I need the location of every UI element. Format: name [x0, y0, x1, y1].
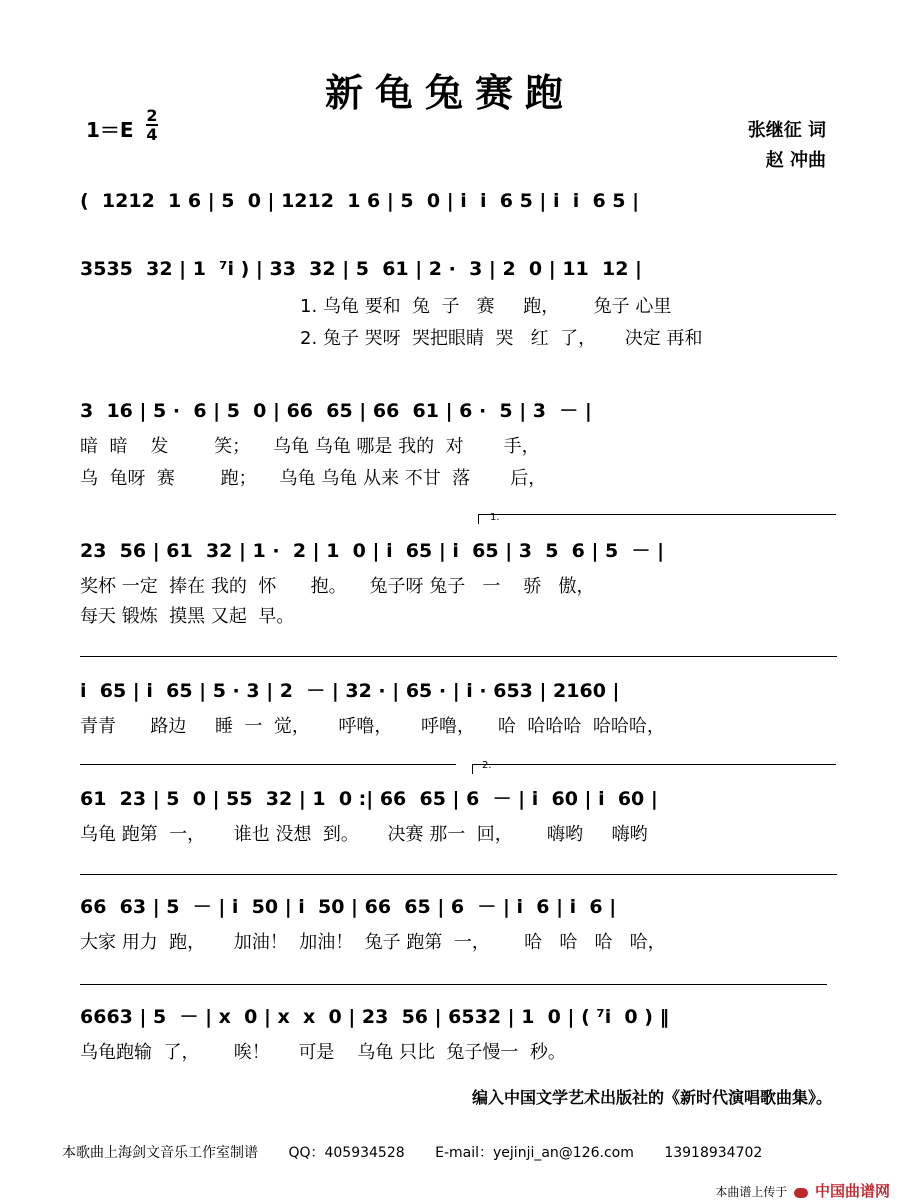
- notation-line: 6663 | 5 － | x 0 | x x 0 | 23 56 | 6532 | 1 0 | ( ⁷i 0 ) ‖: [80, 1006, 670, 1028]
- lyrics-verse-2: 每天 锻炼 摸黑 又起 早。: [80, 606, 295, 627]
- lyrics-verse-2: 2. 兔子 哭呀 哭把眼睛 哭 红 了， 决定 再和: [300, 328, 703, 349]
- score-row-8: [80, 1002, 835, 1032]
- lyrics-verse-1: 大家 用力 跑， 加油！ 加油！ 兔子 跑第 一， 哈 哈 哈 哈，: [80, 932, 666, 953]
- notation-line: 23 56 | 61 32 | 1 · 2 | 1 0 | i 65 | i 65 | 3 5 6 | 5 － |: [80, 540, 665, 562]
- score-row-7: [80, 892, 835, 922]
- lyricist-credit: 张继征 词: [747, 120, 826, 141]
- lyrics-verse-1: 乌龟 跑第 一， 谁也 没想 到。 决赛 那一 回， 嗨哟 嗨哟: [80, 824, 648, 845]
- volta-continuation-line: [80, 984, 827, 985]
- upload-site-name: 中国曲谱网: [814, 1182, 890, 1200]
- volta-continuation-line: [80, 874, 837, 875]
- publication-note: 编入中国文学艺术出版社的《新时代演唱歌曲集》。: [471, 1088, 832, 1107]
- footer-phone: 13918934702: [664, 1145, 763, 1161]
- volta-1-tick: [478, 514, 479, 524]
- notation-line: 3535 32 | 1 ⁷i ) | 33 32 | 5 61 | 2 · 3 | 2 0 | 11 12 |: [80, 258, 642, 280]
- score-row-5: [80, 676, 835, 706]
- score-row-1: [80, 190, 835, 220]
- volta-1-label: 1.: [490, 512, 500, 523]
- composer-credit: 赵 冲曲: [765, 150, 826, 171]
- score-row-6: [80, 784, 835, 814]
- notation-line: ( 1212 1 6 | 5 0 | 1212 1 6 | 5 0 | i i 6 5 | i i 6 5 |: [80, 190, 640, 212]
- lyrics-verse-1: 乌龟跑输 了， 唉！ 可是 乌龟 只比 兔子慢一 秒。: [80, 1042, 566, 1063]
- volta-2-label: 2.: [482, 760, 492, 771]
- footer-qq: QQ：405934528: [288, 1145, 405, 1161]
- volta-continuation-line: [80, 656, 837, 657]
- volta-1-end-line: [80, 764, 456, 765]
- notation-line: i 65 | i 65 | 5 · 3 | 2 － | 32 · | 65 · | i · 653 | 2160 |: [80, 680, 620, 702]
- lyrics-verse-1: 暗 暗 发 笑； 乌龟 乌龟 哪是 我的 对 手，: [80, 436, 540, 457]
- time-signature-top: 2: [146, 106, 158, 125]
- footer-email: E-mail：yejinji_an@126.com: [435, 1145, 634, 1161]
- score-row-4: [80, 536, 835, 566]
- score-row-2: [80, 258, 835, 288]
- footer-studio: 本歌曲上海剑文音乐工作室制谱: [62, 1145, 258, 1161]
- time-signature: [146, 108, 158, 142]
- upload-watermark: [715, 1180, 890, 1201]
- notation-line: 3 16 | 5 · 6 | 5 0 | 66 65 | 66 61 | 6 · 5 | 3 － |: [80, 400, 592, 422]
- notation-line: 61 23 | 5 0 | 55 32 | 1 0 :| 66 65 | 6 － | i 60 | i 60 |: [80, 788, 658, 810]
- lyrics-verse-1: 1. 乌龟 要和 兔 子 赛 跑， 兔子 心里: [300, 296, 672, 317]
- lyrics-verse-1: 青青 路边 睡 一 觉， 呼噜， 呼噜， 哈 哈哈哈 哈哈哈，: [80, 716, 665, 737]
- volta-1-bracket: [478, 514, 836, 515]
- time-signature-bottom: 4: [146, 125, 158, 144]
- footer: [62, 1142, 788, 1162]
- lyrics-verse-2: 乌 龟呀 赛 跑； 乌龟 乌龟 从来 不甘 落 后，: [80, 468, 547, 489]
- upload-text: 本曲谱上传于: [715, 1185, 788, 1199]
- site-logo-icon: [794, 1188, 808, 1198]
- lyrics-verse-1: 奖杯 一定 捧在 我的 怀 抱。 兔子呀 兔子 一 骄 傲，: [80, 576, 595, 597]
- score-row-3: [80, 396, 835, 426]
- notation-line: 66 63 | 5 － | i 50 | i 50 | 66 65 | 6 － | i 6 | i 6 |: [80, 896, 617, 918]
- key-signature: 1＝E: [86, 118, 134, 142]
- volta-2-bracket: [472, 764, 836, 765]
- song-title: 新龟兔赛跑: [324, 70, 575, 115]
- volta-2-tick: [472, 764, 473, 774]
